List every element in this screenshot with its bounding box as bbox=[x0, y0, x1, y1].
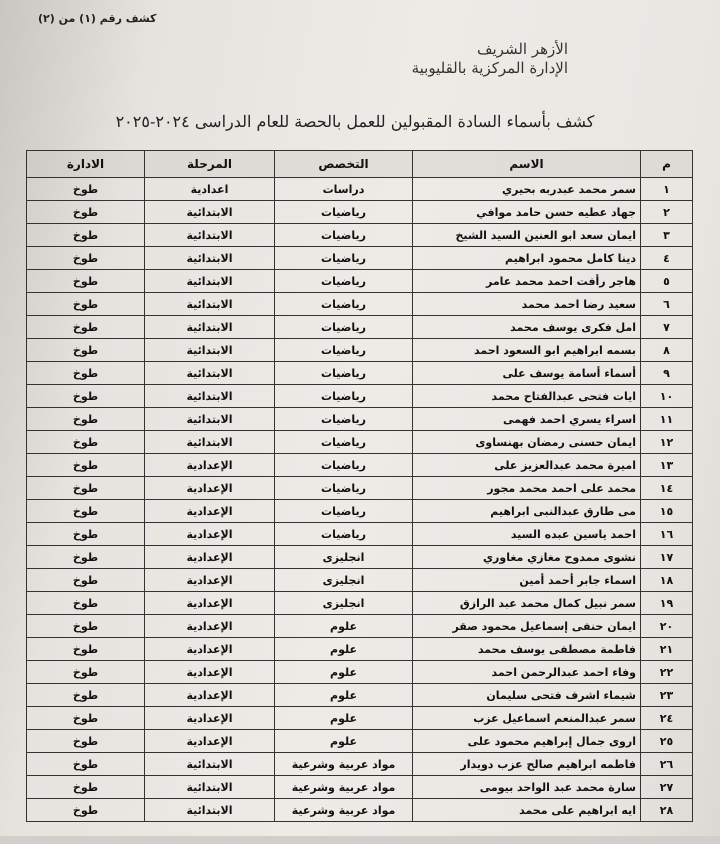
cell-spec: رياضيات bbox=[275, 201, 413, 224]
table-row bbox=[27, 615, 693, 638]
cell-stage: الابتدائية bbox=[145, 316, 275, 339]
cell-spec: رياضيات bbox=[275, 385, 413, 408]
cell-spec: رياضيات bbox=[275, 339, 413, 362]
cell-name: ايمان حنفى إسماعيل محمود صقر bbox=[413, 615, 641, 638]
cell-stage: الإعدادية bbox=[145, 546, 275, 569]
table-row bbox=[27, 546, 693, 569]
cell-spec: علوم bbox=[275, 615, 413, 638]
cell-num: ٢٤ bbox=[641, 707, 693, 730]
cell-stage: الإعدادية bbox=[145, 592, 275, 615]
cell-num: ٢٧ bbox=[641, 776, 693, 799]
cell-spec: رياضيات bbox=[275, 408, 413, 431]
cell-name: سعيد رضا احمد محمد bbox=[413, 293, 641, 316]
cell-num: ١٦ bbox=[641, 523, 693, 546]
cell-name: سمر نبيل كمال محمد عبد الرازق bbox=[413, 592, 641, 615]
cell-stage: الإعدادية bbox=[145, 500, 275, 523]
cell-admin: طوخ bbox=[27, 224, 145, 247]
table-row bbox=[27, 799, 693, 822]
table-row bbox=[27, 477, 693, 500]
cell-num: ٢ bbox=[641, 201, 693, 224]
cell-spec: رياضيات bbox=[275, 270, 413, 293]
cell-num: ١٩ bbox=[641, 592, 693, 615]
cell-name: اسراء يسري احمد فهمى bbox=[413, 408, 641, 431]
cell-num: ٨ bbox=[641, 339, 693, 362]
cell-name: وفاء احمد عبدالرحمن احمد bbox=[413, 661, 641, 684]
table-row bbox=[27, 247, 693, 270]
org-line-1: الأزهر الشريف bbox=[476, 40, 568, 58]
cell-name: نشوى ممدوح مغازي مغاوري bbox=[413, 546, 641, 569]
cell-stage: الابتدائية bbox=[145, 293, 275, 316]
cell-admin: طوخ bbox=[27, 638, 145, 661]
cell-admin: طوخ bbox=[27, 615, 145, 638]
table-row bbox=[27, 661, 693, 684]
cell-spec: رياضيات bbox=[275, 316, 413, 339]
table-row bbox=[27, 523, 693, 546]
cell-num: ١٨ bbox=[641, 569, 693, 592]
cell-admin: طوخ bbox=[27, 477, 145, 500]
cell-name: شيماء اشرف فتحى سليمان bbox=[413, 684, 641, 707]
cell-admin: طوخ bbox=[27, 592, 145, 615]
cell-num: ٢٨ bbox=[641, 799, 693, 822]
table-row bbox=[27, 408, 693, 431]
cell-admin: طوخ bbox=[27, 776, 145, 799]
cell-spec: رياضيات bbox=[275, 247, 413, 270]
cell-admin: طوخ bbox=[27, 178, 145, 201]
cell-admin: طوخ bbox=[27, 316, 145, 339]
cell-admin: طوخ bbox=[27, 339, 145, 362]
header-num: م bbox=[641, 151, 693, 178]
cell-name: سمر عبدالمنعم اسماعيل عزب bbox=[413, 707, 641, 730]
accepted-staff-table bbox=[26, 150, 693, 822]
table-row bbox=[27, 730, 693, 753]
header-name: الاسم bbox=[413, 151, 641, 178]
table-row bbox=[27, 500, 693, 523]
cell-num: ١ bbox=[641, 178, 693, 201]
table-row bbox=[27, 201, 693, 224]
cell-stage: الابتدائية bbox=[145, 247, 275, 270]
cell-num: ٢٠ bbox=[641, 615, 693, 638]
cell-stage: الابتدائية bbox=[145, 362, 275, 385]
cell-spec: رياضيات bbox=[275, 523, 413, 546]
cell-stage: الإعدادية bbox=[145, 684, 275, 707]
cell-stage: الابتدائية bbox=[145, 753, 275, 776]
org-line-2: الإدارة المركزية بالقليوبية bbox=[411, 59, 568, 77]
cell-stage: الابتدائية bbox=[145, 201, 275, 224]
cell-spec: علوم bbox=[275, 638, 413, 661]
cell-stage: الابتدائية bbox=[145, 339, 275, 362]
cell-spec: رياضيات bbox=[275, 454, 413, 477]
header-admin: الادارة bbox=[27, 151, 145, 178]
cell-stage: الإعدادية bbox=[145, 477, 275, 500]
cell-admin: طوخ bbox=[27, 753, 145, 776]
cell-name: اروى جمال إبراهيم محمود على bbox=[413, 730, 641, 753]
cell-stage: الابتدائية bbox=[145, 224, 275, 247]
table-row bbox=[27, 270, 693, 293]
cell-name: سارة محمد عبد الواحد بيومى bbox=[413, 776, 641, 799]
table-row bbox=[27, 753, 693, 776]
cell-num: ١٣ bbox=[641, 454, 693, 477]
cell-stage: الإعدادية bbox=[145, 638, 275, 661]
cell-stage: الإعدادية bbox=[145, 523, 275, 546]
cell-name: مى طارق عبدالنبى ابراهيم bbox=[413, 500, 641, 523]
table-row bbox=[27, 638, 693, 661]
cell-spec: رياضيات bbox=[275, 224, 413, 247]
cell-admin: طوخ bbox=[27, 293, 145, 316]
cell-spec: رياضيات bbox=[275, 500, 413, 523]
cell-spec: انجليزى bbox=[275, 592, 413, 615]
cell-stage: الإعدادية bbox=[145, 454, 275, 477]
cell-num: ٢١ bbox=[641, 638, 693, 661]
cell-admin: طوخ bbox=[27, 730, 145, 753]
cell-name: جهاد عطيه حسن حامد موافي bbox=[413, 201, 641, 224]
cell-num: ٢٦ bbox=[641, 753, 693, 776]
cell-name: احمد ياسين عبده السيد bbox=[413, 523, 641, 546]
cell-spec: رياضيات bbox=[275, 362, 413, 385]
cell-num: ١٤ bbox=[641, 477, 693, 500]
table-row bbox=[27, 339, 693, 362]
cell-spec: رياضيات bbox=[275, 477, 413, 500]
organization-header bbox=[412, 40, 568, 78]
cell-name: اسماء جابر أحمد أمين bbox=[413, 569, 641, 592]
cell-num: ٢٣ bbox=[641, 684, 693, 707]
table-row bbox=[27, 684, 693, 707]
cell-name: ايات فتحى عبدالفتاح محمد bbox=[413, 385, 641, 408]
cell-stage: الابتدائية bbox=[145, 385, 275, 408]
cell-spec: علوم bbox=[275, 730, 413, 753]
cell-spec: انجليزى bbox=[275, 546, 413, 569]
cell-name: فاطمه ابراهيم صالح عزب دويدار bbox=[413, 753, 641, 776]
cell-stage: الابتدائية bbox=[145, 270, 275, 293]
cell-name: سمر محمد عبدربه بحيري bbox=[413, 178, 641, 201]
cell-num: ٣ bbox=[641, 224, 693, 247]
cell-name: فاطمة مصطفى يوسف محمد bbox=[413, 638, 641, 661]
cell-stage: اعدادية bbox=[145, 178, 275, 201]
cell-admin: طوخ bbox=[27, 546, 145, 569]
cell-name: اميرة محمد عبدالعزيز على bbox=[413, 454, 641, 477]
cell-admin: طوخ bbox=[27, 684, 145, 707]
cell-admin: طوخ bbox=[27, 661, 145, 684]
cell-spec: رياضيات bbox=[275, 431, 413, 454]
cell-num: ١١ bbox=[641, 408, 693, 431]
cell-stage: الابتدائية bbox=[145, 776, 275, 799]
table-row bbox=[27, 776, 693, 799]
cell-admin: طوخ bbox=[27, 707, 145, 730]
cell-name: ايمان سعد ابو العنين السيد الشيخ bbox=[413, 224, 641, 247]
cell-num: ١٠ bbox=[641, 385, 693, 408]
cell-stage: الإعدادية bbox=[145, 707, 275, 730]
cell-num: ١٢ bbox=[641, 431, 693, 454]
cell-admin: طوخ bbox=[27, 270, 145, 293]
table-row bbox=[27, 431, 693, 454]
cell-stage: الإعدادية bbox=[145, 569, 275, 592]
page-reference: كشف رقم (١) من (٢) bbox=[38, 12, 157, 25]
cell-name: أسماء أسامة يوسف على bbox=[413, 362, 641, 385]
table-row bbox=[27, 293, 693, 316]
cell-spec: علوم bbox=[275, 661, 413, 684]
table-row bbox=[27, 178, 693, 201]
table-row bbox=[27, 316, 693, 339]
cell-stage: الإعدادية bbox=[145, 661, 275, 684]
cell-spec: دراسات bbox=[275, 178, 413, 201]
cell-num: ٦ bbox=[641, 293, 693, 316]
table-row bbox=[27, 454, 693, 477]
table-header-row bbox=[27, 151, 693, 178]
cell-admin: طوخ bbox=[27, 523, 145, 546]
cell-name: بسمه ابراهيم ابو السعود احمد bbox=[413, 339, 641, 362]
cell-admin: طوخ bbox=[27, 569, 145, 592]
cell-spec: مواد عربية وشرعية bbox=[275, 753, 413, 776]
cell-admin: طوخ bbox=[27, 500, 145, 523]
cell-stage: الابتدائية bbox=[145, 408, 275, 431]
cell-name: هاجر رأفت احمد محمد عامر bbox=[413, 270, 641, 293]
cell-stage: الإعدادية bbox=[145, 730, 275, 753]
cell-spec: علوم bbox=[275, 707, 413, 730]
cell-stage: الإعدادية bbox=[145, 615, 275, 638]
cell-num: ١٥ bbox=[641, 500, 693, 523]
cell-admin: طوخ bbox=[27, 362, 145, 385]
header-spec: التخصص bbox=[275, 151, 413, 178]
page-bottom-edge bbox=[0, 836, 720, 844]
cell-spec: انجليزى bbox=[275, 569, 413, 592]
cell-name: دينا كامل محمود ابراهيم bbox=[413, 247, 641, 270]
cell-spec: مواد عربية وشرعية bbox=[275, 776, 413, 799]
cell-spec: مواد عربية وشرعية bbox=[275, 799, 413, 822]
cell-admin: طوخ bbox=[27, 385, 145, 408]
cell-admin: طوخ bbox=[27, 247, 145, 270]
cell-spec: رياضيات bbox=[275, 293, 413, 316]
cell-num: ٧ bbox=[641, 316, 693, 339]
table-row bbox=[27, 707, 693, 730]
cell-stage: الابتدائية bbox=[145, 431, 275, 454]
cell-name: امل فكرى يوسف محمد bbox=[413, 316, 641, 339]
cell-spec: علوم bbox=[275, 684, 413, 707]
cell-admin: طوخ bbox=[27, 201, 145, 224]
cell-admin: طوخ bbox=[27, 454, 145, 477]
document-title: كشف بأسماء السادة المقبولين للعمل بالحصة للعام الدراسى ٢٠٢٤-٢٠٢٥ bbox=[115, 112, 595, 131]
cell-admin: طوخ bbox=[27, 408, 145, 431]
cell-num: ٩ bbox=[641, 362, 693, 385]
cell-name: محمد على احمد محمد مجور bbox=[413, 477, 641, 500]
cell-stage: الابتدائية bbox=[145, 799, 275, 822]
cell-name: ايه ابراهيم على محمد bbox=[413, 799, 641, 822]
cell-name: ايمان حسنى رمضان بهنساوى bbox=[413, 431, 641, 454]
table-body bbox=[27, 178, 693, 822]
cell-num: ١٧ bbox=[641, 546, 693, 569]
table-row bbox=[27, 569, 693, 592]
cell-num: ٤ bbox=[641, 247, 693, 270]
table-row bbox=[27, 362, 693, 385]
table-row bbox=[27, 385, 693, 408]
cell-num: ٥ bbox=[641, 270, 693, 293]
table-row bbox=[27, 592, 693, 615]
cell-num: ٢٢ bbox=[641, 661, 693, 684]
cell-admin: طوخ bbox=[27, 799, 145, 822]
cell-num: ٢٥ bbox=[641, 730, 693, 753]
header-stage: المرحلة bbox=[145, 151, 275, 178]
cell-admin: طوخ bbox=[27, 431, 145, 454]
table-row bbox=[27, 224, 693, 247]
